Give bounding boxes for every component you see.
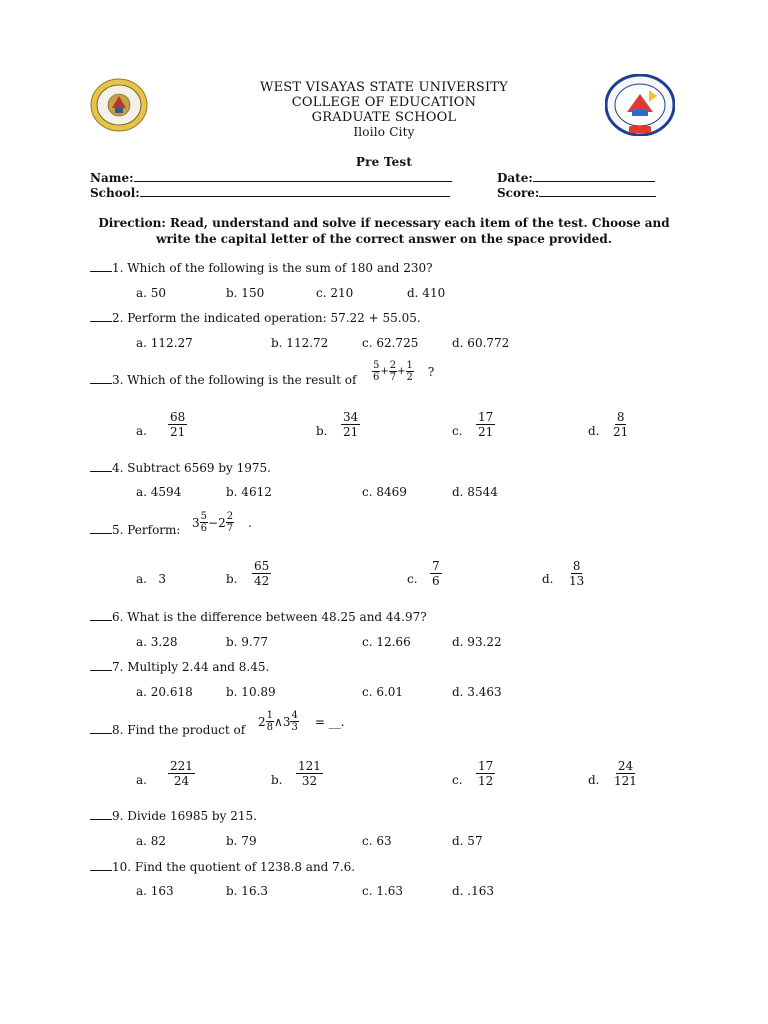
fraction: $\frac{5}{6}$ [200, 511, 208, 534]
q6-option-d: d. 93.22 [452, 635, 502, 649]
question-5: 5. Perform: [90, 523, 180, 537]
answer-blank[interactable] [90, 723, 112, 734]
question-3: 3. Which of the following is the result of [90, 373, 356, 387]
q1-option-a: a. 50 [136, 286, 167, 300]
q9-option-a: a. 82 [136, 834, 167, 848]
q10-option-a: a. 163 [136, 884, 174, 898]
q8-expression: 2 $\frac{1}{8}$ ∧ 3 $\frac{4}{3}$ = __. [258, 710, 345, 733]
q7-option-b: b. 10.89 [226, 685, 276, 699]
question-8: 8. Find the product of [90, 723, 245, 737]
answer-blank[interactable] [90, 610, 112, 621]
fraction: $\frac{2}{7}$ [389, 360, 397, 383]
q8-option-a-fraction: $\frac{221}{24}$ [170, 759, 193, 788]
score-label: Score: [497, 186, 540, 200]
q9-option-d: d. 57 [452, 834, 483, 848]
q6-option-a: a. 3.28 [136, 635, 178, 649]
college-name: COLLEGE OF EDUCATION [291, 95, 477, 110]
university-name: WEST VISAYAS STATE UNIVERSITY [260, 80, 508, 95]
q3-option-b-letter: b. [316, 424, 328, 438]
q3-option-a-fraction: $\frac{68}{21}$ [170, 410, 186, 439]
q3-option-b-fraction: $\frac{34}{21}$ [343, 410, 359, 439]
q3-option-a-letter: a. [136, 424, 147, 438]
q8-option-b-fraction: $\frac{121}{32}$ [298, 759, 321, 788]
q3-option-d-letter: d. [588, 424, 600, 438]
graduate-school-name: GRADUATE SCHOOL [311, 110, 457, 125]
q1-option-b: b. 150 [226, 286, 265, 300]
q8-option-d-letter: d. [588, 773, 600, 787]
school-field[interactable] [90, 185, 450, 200]
answer-blank[interactable] [90, 860, 112, 871]
date-label: Date: [497, 171, 533, 185]
score-field[interactable] [497, 185, 656, 200]
q2-option-a: a. 112.27 [136, 336, 193, 350]
q10-option-b: b. 16.3 [226, 884, 269, 898]
direction-text: Direction: Read, understand and solve if necessary each item of the test. Choose and write the capital letter of the correct answer on the space provided. [98, 216, 670, 246]
q10-option-d: d. .163 [452, 884, 495, 898]
school-label: School: [90, 186, 140, 200]
question-2: 2. Perform the indicated operation: 57.22 + 55.05. [90, 311, 421, 325]
q8-option-d-fraction: $\frac{24}{121}$ [614, 759, 637, 788]
q4-option-c: c. 8469 [362, 485, 407, 499]
q3-expression: $\frac{5}{6}$ + $\frac{2}{7}$ + $\frac{1}{2}$ ? [373, 360, 435, 383]
question-4: 4. Subtract 6569 by 1975. [90, 461, 271, 475]
q9-option-c: c. 63 [362, 834, 392, 848]
q6-option-b: b. 9.77 [226, 635, 269, 649]
question-1: 1. Which of the following is the sum of 180 and 230? [90, 261, 433, 275]
answer-blank[interactable] [90, 660, 112, 671]
q5-option-a: a. 3 [136, 572, 167, 586]
question-9: 9. Divide 16985 by 215. [90, 809, 257, 823]
q6-option-c: c. 12.66 [362, 635, 411, 649]
city-name: Iloilo City [353, 125, 415, 139]
q8-option-c-fraction: $\frac{17}{12}$ [478, 759, 494, 788]
q1-option-d: d. 410 [407, 286, 446, 300]
q2-option-c: c. 62.725 [362, 336, 419, 350]
name-field[interactable] [90, 170, 452, 185]
q5-option-c-letter: c. [407, 572, 418, 586]
q10-option-c: c. 1.63 [362, 884, 404, 898]
answer-blank[interactable] [90, 373, 112, 384]
q3-option-c-letter: c. [452, 424, 463, 438]
q4-option-a: a. 4594 [136, 485, 182, 499]
q4-option-d: d. 8544 [452, 485, 498, 499]
q7-option-a: a. 20.618 [136, 685, 193, 699]
q4-option-b: b. 4612 [226, 485, 272, 499]
test-title: Pre Test [355, 155, 413, 169]
name-label: Name: [90, 171, 134, 185]
fraction: $\frac{1}{8}$ [266, 710, 274, 733]
fraction: $\frac{1}{2}$ [406, 360, 413, 383]
q3-option-d-fraction: $\frac{8}{21}$ [613, 410, 629, 439]
q8-option-c-letter: c. [452, 773, 463, 787]
q9-option-b: b. 79 [226, 834, 257, 848]
answer-blank[interactable] [90, 261, 112, 272]
q5-option-d-fraction: $\frac{8}{13}$ [569, 559, 585, 588]
q5-option-c-fraction: $\frac{7}{6}$ [432, 559, 440, 588]
answer-blank[interactable] [90, 461, 112, 472]
q3-option-c-fraction: $\frac{17}{21}$ [478, 410, 494, 439]
q2-option-b: b. 112.72 [271, 336, 329, 350]
fraction: $\frac{5}{6}$ [373, 360, 380, 383]
q5-option-b-fraction: $\frac{65}{42}$ [254, 559, 270, 588]
q5-option-b-letter: b. [226, 572, 238, 586]
q8-option-b-letter: b. [271, 773, 283, 787]
q8-option-a-letter: a. [136, 773, 147, 787]
fraction: $\frac{4}{3}$ [291, 710, 298, 733]
fraction: $\frac{2}{7}$ [226, 511, 234, 534]
q2-option-d: d. 60.772 [452, 336, 510, 350]
q5-option-d-letter: d. [542, 572, 554, 586]
answer-blank[interactable] [90, 311, 112, 322]
q1-option-c: c. 210 [316, 286, 354, 300]
q7-option-c: c. 6.01 [362, 685, 404, 699]
answer-blank[interactable] [90, 809, 112, 820]
q7-option-d: d. 3.463 [452, 685, 502, 699]
q5-expression: 3 $\frac{5}{6}$ − 2 $\frac{2}{7}$ . [192, 511, 252, 534]
question-6: 6. What is the difference between 48.25 and 44.97? [90, 610, 427, 624]
date-field[interactable] [497, 170, 655, 185]
question-7: 7. Multiply 2.44 and 8.45. [90, 660, 269, 674]
answer-blank[interactable] [90, 523, 112, 534]
question-10: 10. Find the quotient of 1238.8 and 7.6. [90, 860, 355, 874]
